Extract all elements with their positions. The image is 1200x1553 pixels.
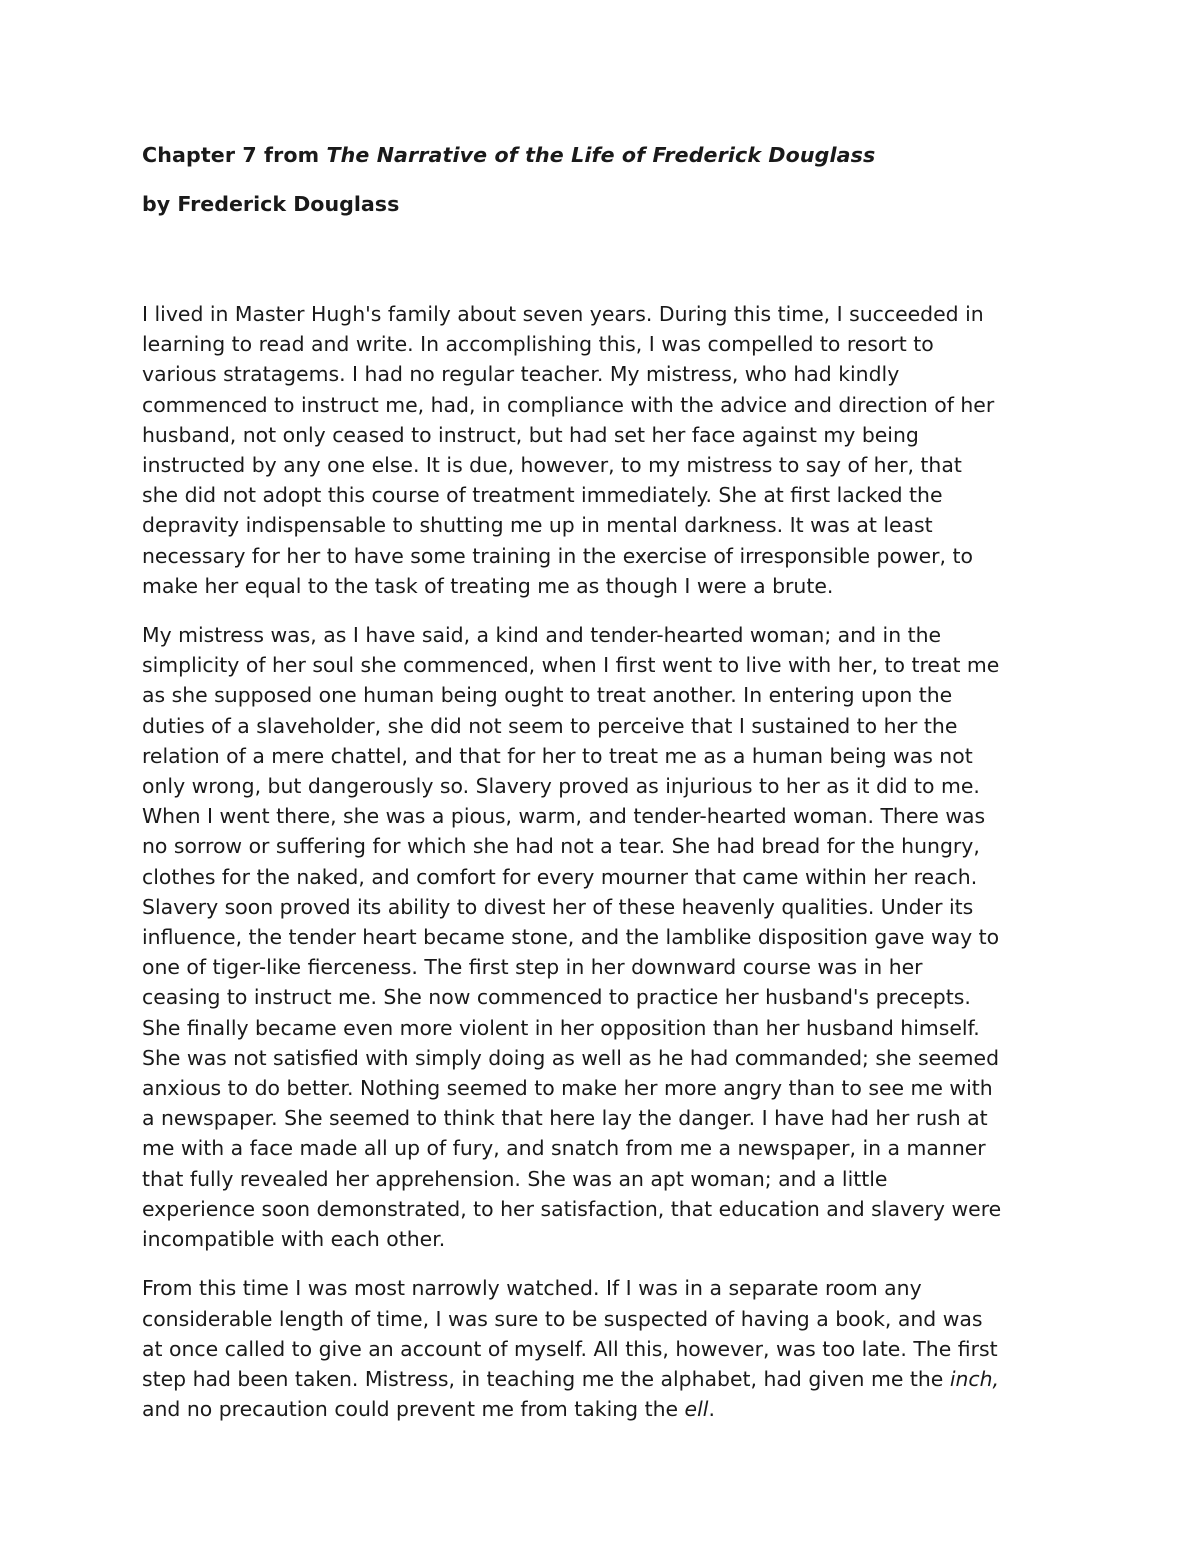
paragraph-line: clothes for the naked, and comfort for every mourner that came within her reach. bbox=[142, 864, 978, 889]
paragraph-line: at once called to give an account of myself. All this, however, was too late. The first bbox=[142, 1336, 998, 1361]
italic-word-ell: ell bbox=[684, 1397, 709, 1422]
paragraph-line: Slavery soon proved its ability to divest her of these heavenly qualities. Under its bbox=[142, 894, 974, 919]
paragraph-line: one of tiger-like fierceness. The first step in her downward course was in her bbox=[142, 955, 923, 980]
paragraph-1 bbox=[142, 299, 1072, 601]
paragraph-line bbox=[142, 1364, 1072, 1394]
document-content bbox=[142, 140, 1072, 1443]
paragraph-line: various stratagems. I had no regular teacher. My mistress, who had kindly bbox=[142, 362, 900, 387]
paragraph-line: anxious to do better. Nothing seemed to make her more angry than to see me with bbox=[142, 1076, 993, 1101]
paragraph-line: no sorrow or suffering for which she had not a tear. She had bread for the hungry, bbox=[142, 834, 980, 859]
paragraph-line: incompatible with each other. bbox=[142, 1227, 446, 1252]
paragraph-line: My mistress was, as I have said, a kind and tender-hearted woman; and in the bbox=[142, 623, 942, 648]
paragraph-line: only wrong, but dangerously so. Slavery proved as injurious to her as it did to me. bbox=[142, 774, 980, 799]
paragraph-2 bbox=[142, 620, 1072, 1254]
paragraph-line: that fully revealed her apprehension. She was an apt woman; and a little bbox=[142, 1166, 888, 1191]
paragraph-line: From this time I was most narrowly watched. If I was in a separate room any bbox=[142, 1276, 922, 1301]
paragraph-line bbox=[142, 1394, 1072, 1424]
paragraph-line: instructed by any one else. It is due, however, to my mistress to say of her, that bbox=[142, 453, 962, 478]
paragraph-line: make her equal to the task of treating me as though I were a brute. bbox=[142, 573, 834, 598]
paragraph-line: simplicity of her soul she commenced, when I first went to live with her, to treat me bbox=[142, 653, 1000, 678]
paragraph-line: considerable length of time, I was sure to be suspected of having a book, and was bbox=[142, 1306, 983, 1331]
paragraph-line: I lived in Master Hugh's family about seven years. During this time, I succeeded in bbox=[142, 302, 984, 326]
paragraph-line: relation of a mere chattel, and that for her to treat me as a human being was not bbox=[142, 743, 973, 768]
italic-word-inch: inch, bbox=[949, 1366, 1000, 1391]
paragraph-line: depravity indispensable to shutting me up in mental darkness. It was at least bbox=[142, 513, 933, 538]
paragraph-line: necessary for her to have some training in the exercise of irresponsible power, to bbox=[142, 543, 973, 568]
paragraph-line: experience soon demonstrated, to her satisfaction, that education and slavery were bbox=[142, 1196, 1002, 1221]
paragraph-line: duties of a slaveholder, she did not seem to perceive that I sustained to her the bbox=[142, 713, 958, 738]
title-work: The Narrative of the Life of Frederick Douglass bbox=[326, 143, 876, 167]
line-text: and no precaution could prevent me from taking the bbox=[142, 1397, 685, 1422]
paragraph-line: influence, the tender heart became stone, and the lamblike disposition gave way to bbox=[142, 925, 1000, 950]
paragraph-line: learning to read and write. In accomplishing this, I was compelled to resort to bbox=[142, 332, 934, 357]
line-end-punctuation: . bbox=[708, 1397, 715, 1422]
paragraph-line: commenced to instruct me, had, in compliance with the advice and direction of her bbox=[142, 392, 995, 417]
paragraph-line: When I went there, she was a pious, warm, and tender-hearted woman. There was bbox=[142, 804, 986, 829]
document-byline: by Frederick Douglass bbox=[142, 192, 400, 216]
title-prefix: Chapter 7 from bbox=[142, 143, 327, 167]
paragraph-3 bbox=[142, 1273, 1072, 1424]
paragraph-line: she did not adopt this course of treatment immediately. She at first lacked the bbox=[142, 483, 943, 508]
paragraph-line: a newspaper. She seemed to think that here lay the danger. I have had her rush at bbox=[142, 1106, 988, 1131]
paragraph-line: She was not satisfied with simply doing as well as he had commanded; she seemed bbox=[142, 1045, 1000, 1070]
document-body bbox=[142, 299, 1072, 1424]
paragraph-line: She finally became even more violent in her opposition than her husband himself. bbox=[142, 1015, 980, 1040]
paragraph-line: as she supposed one human being ought to treat another. In entering upon the bbox=[142, 683, 953, 708]
document-title bbox=[142, 140, 1072, 170]
paragraph-line: ceasing to instruct me. She now commenced to practice her husband's precepts. bbox=[142, 985, 971, 1010]
paragraph-line: husband, not only ceased to instruct, but had set her face against my being bbox=[142, 422, 919, 447]
paragraph-line: me with a face made all up of fury, and snatch from me a newspaper, in a manner bbox=[142, 1136, 986, 1161]
line-text: step had been taken. Mistress, in teaching me the alphabet, had given me the bbox=[142, 1366, 950, 1391]
